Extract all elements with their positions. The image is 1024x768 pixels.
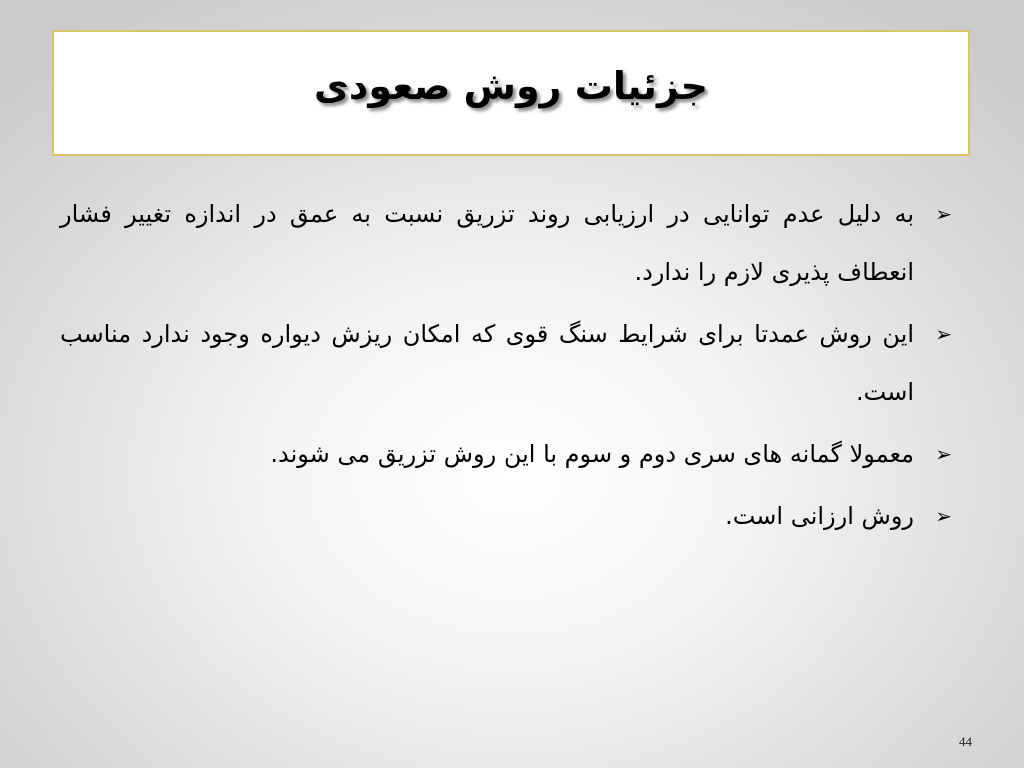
- arrowhead-bullet-icon: ➢: [935, 202, 952, 226]
- bullet-list: [60, 185, 960, 549]
- bullet-text: روش ارزانی است.: [725, 502, 914, 530]
- arrowhead-bullet-icon: ➢: [935, 322, 952, 346]
- bullet-item: [60, 185, 960, 301]
- page-number: 44: [959, 734, 972, 749]
- bullet-text: این روش عمدتا برای شرایط سنگ قوی که امکان ریزش دیواره وجود ندارد مناسب است.: [60, 320, 914, 406]
- bullet-item: [60, 487, 960, 545]
- bullet-item: [60, 425, 960, 483]
- arrowhead-bullet-icon: ➢: [935, 442, 952, 466]
- bullet-text: معمولا گمانه های سری دوم و سوم با این روش تزریق می شوند.: [270, 440, 914, 468]
- slide-title: جزئیات روش صعودی: [314, 64, 708, 108]
- arrowhead-bullet-icon: ➢: [935, 504, 952, 528]
- bullet-item: [60, 305, 960, 421]
- title-box: [52, 30, 970, 156]
- bullet-text: به دلیل عدم توانایی در ارزیابی روند تزریق نسبت به عمق در اندازه تغییر فشار انعطاف پذیری لازم را ندارد.: [60, 200, 914, 286]
